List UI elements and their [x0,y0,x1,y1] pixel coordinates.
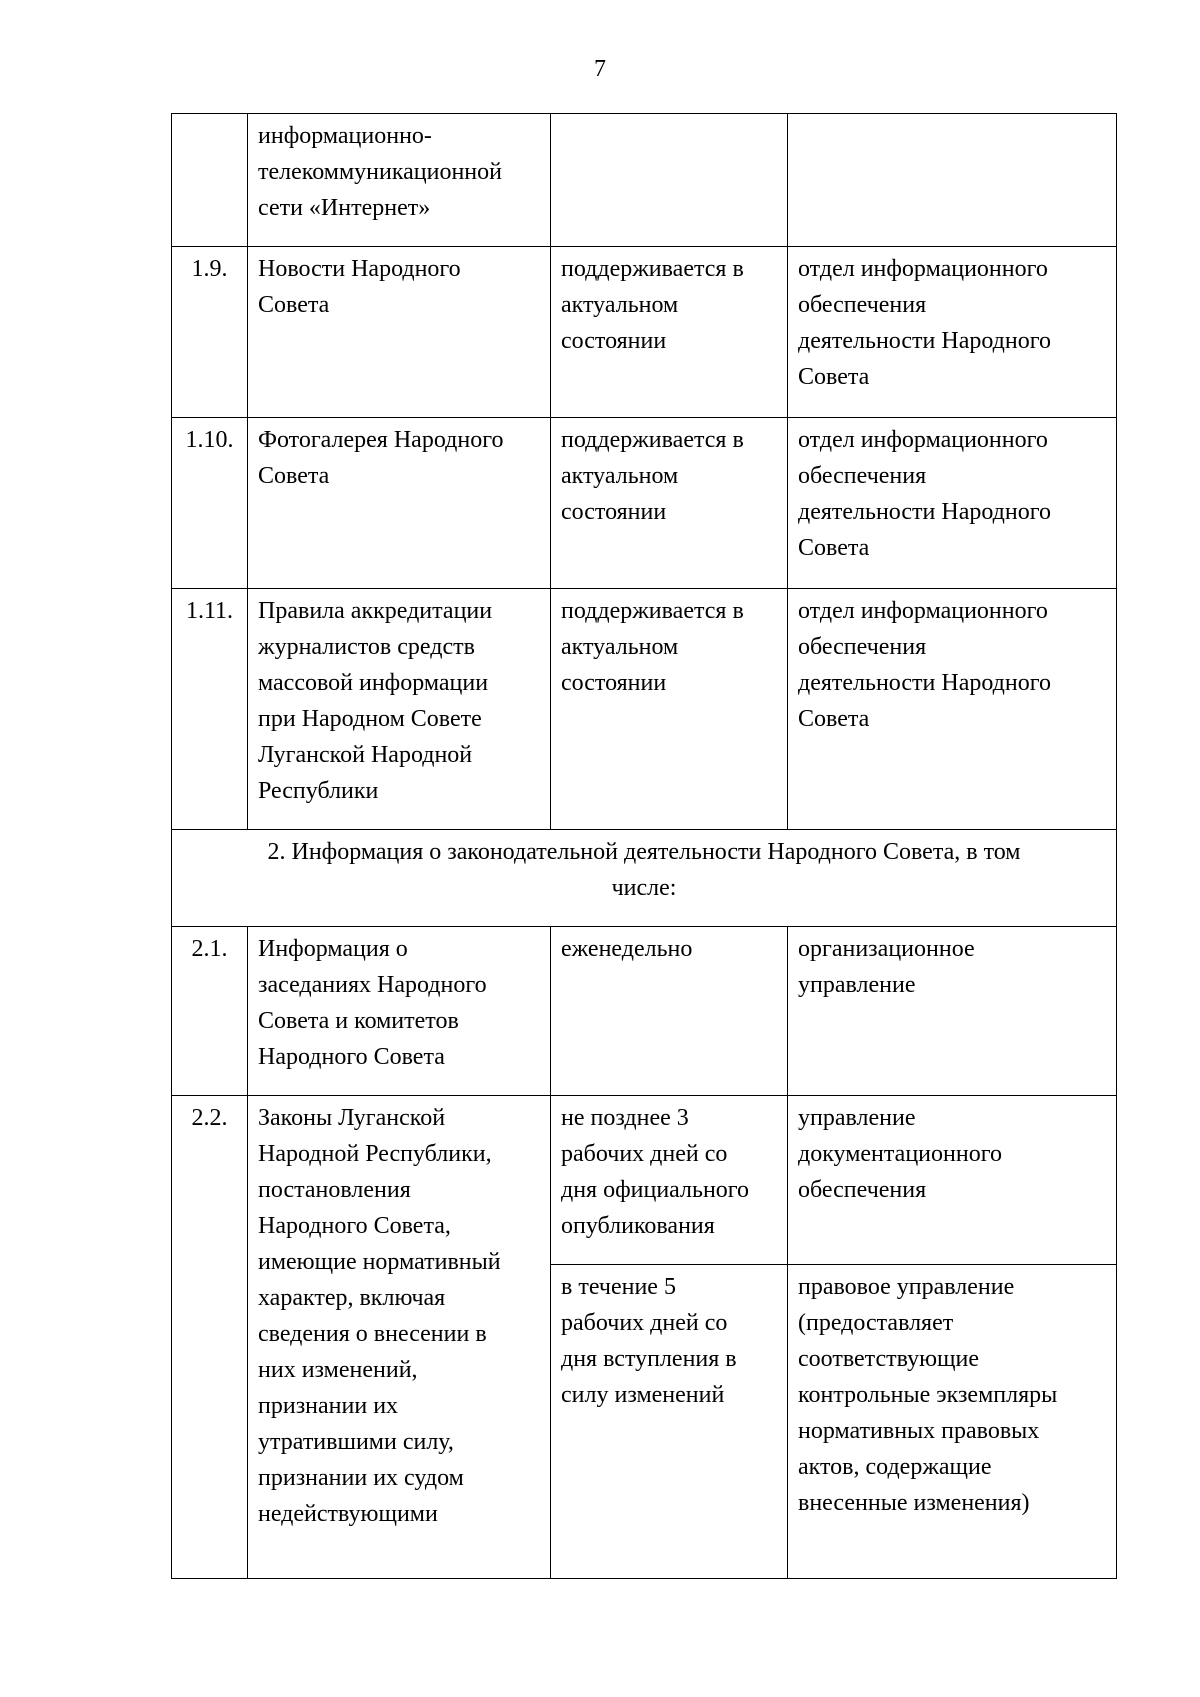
row-name: Информация о заседаниях Народного Совета и комитетов Народного Совета [248,927,551,1096]
row-period: поддерживается в актуальном состоянии [551,418,788,589]
section-heading: 2. Информация о законодательной деятельности Народного Совета, в том числе: [172,830,1117,927]
table-row [172,247,1117,418]
table-row [172,114,1117,247]
row-name: Законы Луганской Народной Республики, постановления Народного Совета, имеющие нормативный характер, включая сведения о внесении в них изменений, признании их утратившими силу, признании их судом недействующими [248,1096,551,1579]
row-responsible [788,114,1117,247]
row-number [172,114,248,247]
row-name: Новости Народного Совета [248,247,551,418]
row-responsible: отдел информационного обеспечения деятельности Народного Совета [788,418,1117,589]
table-row [172,589,1117,830]
row-responsible: управление документационного обеспечения [788,1096,1117,1265]
row-responsible: отдел информационного обеспечения деятельности Народного Совета [788,589,1117,830]
row-period: поддерживается в актуальном состоянии [551,247,788,418]
row-period [551,114,788,247]
row-period: еженедельно [551,927,788,1096]
row-number: 1.11. [172,589,248,830]
row-number: 1.9. [172,247,248,418]
row-number: 2.1. [172,927,248,1096]
section-row [172,830,1117,927]
row-period: не позднее 3 рабочих дней со дня официального опубликования [551,1096,788,1265]
row-name: Правила аккредитации журналистов средств массовой информации при Народном Совете Луганской Народной Республики [248,589,551,830]
table-row [172,1096,1117,1265]
table-row [172,418,1117,589]
row-period: в течение 5 рабочих дней со дня вступления в силу изменений [551,1265,788,1579]
page-number: 7 [594,56,606,82]
row-name: Фотогалерея Народного Совета [248,418,551,589]
row-responsible: правовое управление (предоставляет соответствующие контрольные экземпляры нормативных правовых актов, содержащие внесенные изменения) [788,1265,1117,1579]
row-responsible: отдел информационного обеспечения деятельности Народного Совета [788,247,1117,418]
information-table [171,113,1117,1579]
row-number: 1.10. [172,418,248,589]
row-responsible: организационное управление [788,927,1117,1096]
row-period: поддерживается в актуальном состоянии [551,589,788,830]
row-name: информационно- телекоммуникационной сети «Интернет» [248,114,551,247]
row-number: 2.2. [172,1096,248,1579]
table-row [172,927,1117,1096]
